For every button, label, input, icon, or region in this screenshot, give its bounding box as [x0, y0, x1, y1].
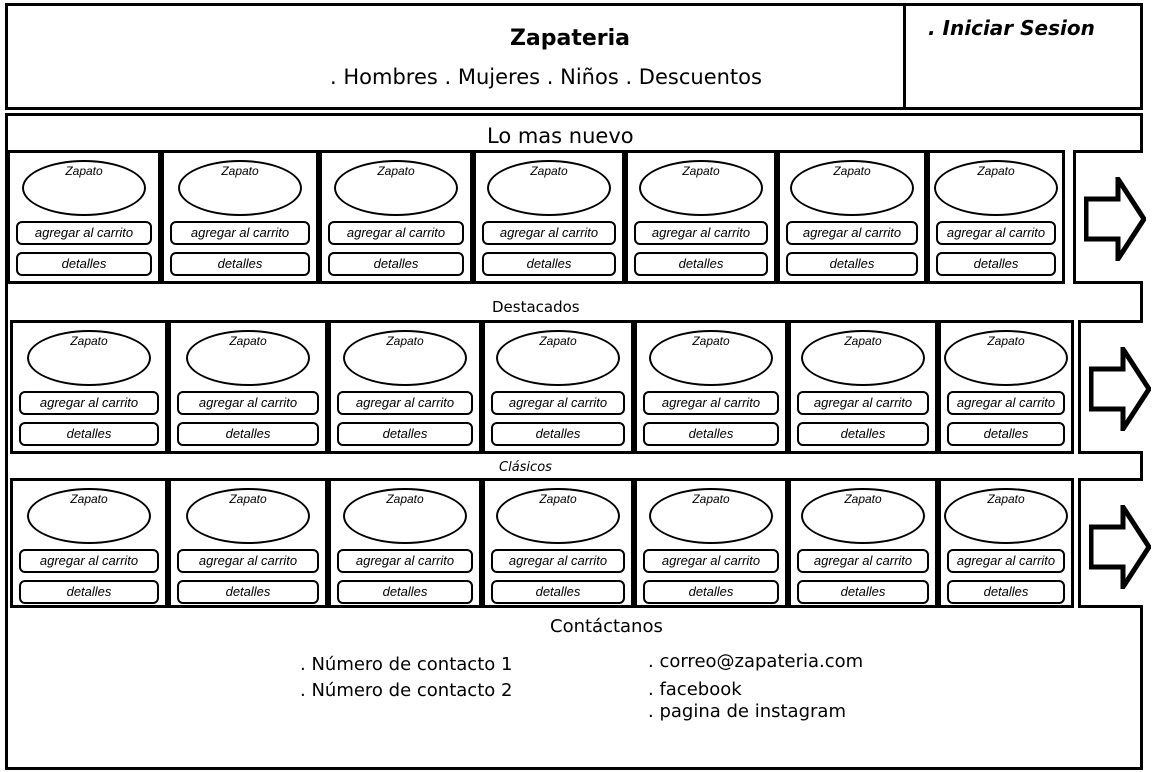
shoe-image-label: Zapato [692, 492, 730, 506]
brand-title: Zapateria [509, 26, 631, 51]
shoe-image-placeholder[interactable] [27, 330, 151, 386]
shoe-image-placeholder[interactable] [639, 160, 763, 216]
product-card [10, 320, 168, 454]
product-card [10, 478, 168, 608]
add-to-cart-button[interactable]: agregar al carrito [16, 221, 152, 245]
details-button[interactable]: detalles [786, 252, 918, 276]
details-button[interactable]: detalles [947, 422, 1065, 446]
product-card [625, 150, 777, 284]
add-to-cart-button[interactable]: agregar al carrito [328, 221, 464, 245]
product-card [328, 478, 482, 608]
shoe-image-label: Zapato [539, 492, 577, 506]
product-card [168, 320, 328, 454]
shoe-image-label: Zapato [844, 334, 882, 348]
shoe-image-label: Zapato [987, 334, 1025, 348]
shoe-image-label: Zapato [530, 164, 568, 178]
product-card [927, 150, 1065, 284]
shoe-image-label: Zapato [844, 492, 882, 506]
shoe-image-placeholder[interactable] [343, 330, 467, 386]
arrow-right-icon [1089, 505, 1151, 589]
add-to-cart-button[interactable]: agregar al carrito [177, 549, 319, 573]
shoe-image-placeholder[interactable] [487, 160, 611, 216]
details-button[interactable]: detalles [482, 252, 616, 276]
next-arrow-destacados[interactable] [1078, 320, 1143, 454]
shoe-image-label: Zapato [539, 334, 577, 348]
shoe-image-placeholder[interactable] [801, 488, 925, 544]
shoe-image-label: Zapato [692, 334, 730, 348]
details-button[interactable]: detalles [170, 252, 310, 276]
shoe-image-placeholder[interactable] [944, 488, 1068, 544]
arrow-right-icon [1084, 177, 1146, 261]
add-to-cart-button[interactable]: agregar al carrito [177, 391, 319, 415]
main-nav [330, 65, 762, 89]
details-button[interactable]: detalles [491, 580, 625, 604]
contact-instagram[interactable]: . pagina de instagram [648, 701, 846, 722]
shoe-image-label: Zapato [987, 492, 1025, 506]
shoe-image-placeholder[interactable] [801, 330, 925, 386]
contact-phone-1: . Número de contacto 1 [300, 654, 513, 675]
product-card [319, 150, 473, 284]
nav-hombres[interactable]: . Hombres [330, 65, 438, 89]
contact-phone-2: . Número de contacto 2 [300, 680, 513, 701]
nav-descuentos[interactable]: . Descuentos [625, 65, 762, 89]
shoe-image-label: Zapato [833, 164, 871, 178]
details-button[interactable]: detalles [19, 580, 159, 604]
shoe-image-label: Zapato [377, 164, 415, 178]
product-row-clasicos [10, 478, 1074, 608]
product-row-nuevo [7, 150, 1065, 284]
add-to-cart-button[interactable]: agregar al carrito [947, 391, 1065, 415]
add-to-cart-button[interactable]: agregar al carrito [947, 549, 1065, 573]
add-to-cart-button[interactable]: agregar al carrito [337, 549, 473, 573]
login-link[interactable]: . Iniciar Sesion [928, 16, 1095, 40]
shoe-image-placeholder[interactable] [178, 160, 302, 216]
product-row-destacados [10, 320, 1074, 454]
product-card [777, 150, 927, 284]
add-to-cart-button[interactable]: agregar al carrito [482, 221, 616, 245]
shoe-image-label: Zapato [386, 334, 424, 348]
details-button[interactable]: detalles [328, 252, 464, 276]
details-button[interactable]: detalles [643, 422, 779, 446]
shoe-image-placeholder[interactable] [649, 488, 773, 544]
shoe-image-label: Zapato [65, 164, 103, 178]
product-card [473, 150, 625, 284]
details-button[interactable]: detalles [947, 580, 1065, 604]
details-button[interactable]: detalles [936, 252, 1056, 276]
add-to-cart-button[interactable]: agregar al carrito [797, 549, 929, 573]
details-button[interactable]: detalles [177, 422, 319, 446]
details-button[interactable]: detalles [19, 422, 159, 446]
shoe-image-label: Zapato [70, 334, 108, 348]
product-card [7, 150, 161, 284]
shoe-image-placeholder[interactable] [944, 330, 1068, 386]
shoe-image-placeholder[interactable] [496, 488, 620, 544]
shoe-image-label: Zapato [70, 492, 108, 506]
add-to-cart-button[interactable]: agregar al carrito [337, 391, 473, 415]
product-card [938, 320, 1074, 454]
shoe-image-label: Zapato [386, 492, 424, 506]
details-button[interactable]: detalles [491, 422, 625, 446]
shoe-image-placeholder[interactable] [334, 160, 458, 216]
add-to-cart-button[interactable]: agregar al carrito [936, 221, 1056, 245]
details-button[interactable]: detalles [643, 580, 779, 604]
product-card [482, 320, 634, 454]
section-title-nuevo: Lo mas nuevo [487, 124, 634, 148]
shoe-image-label: Zapato [682, 164, 720, 178]
details-button[interactable]: detalles [337, 422, 473, 446]
product-card [788, 478, 938, 608]
add-to-cart-button[interactable]: agregar al carrito [491, 549, 625, 573]
footer-title: Contáctanos [550, 616, 663, 637]
contact-email[interactable]: . correo@zapateria.com [648, 651, 864, 672]
shoe-image-placeholder[interactable] [496, 330, 620, 386]
shoe-image-placeholder[interactable] [790, 160, 914, 216]
add-to-cart-button[interactable]: agregar al carrito [634, 221, 768, 245]
product-card [161, 150, 319, 284]
product-card [788, 320, 938, 454]
product-card [482, 478, 634, 608]
shoe-image-placeholder[interactable] [27, 488, 151, 544]
add-to-cart-button[interactable]: agregar al carrito [170, 221, 310, 245]
details-button[interactable]: detalles [337, 580, 473, 604]
product-card [938, 478, 1074, 608]
add-to-cart-button[interactable]: agregar al carrito [19, 391, 159, 415]
add-to-cart-button[interactable]: agregar al carrito [491, 391, 625, 415]
add-to-cart-button[interactable]: agregar al carrito [786, 221, 918, 245]
nav-mujeres[interactable]: . Mujeres [444, 65, 541, 89]
details-button[interactable]: detalles [16, 252, 152, 276]
add-to-cart-button[interactable]: agregar al carrito [797, 391, 929, 415]
next-arrow-nuevo[interactable] [1073, 150, 1143, 284]
section-title-destacados: Destacados [492, 298, 580, 316]
product-card [634, 478, 788, 608]
shoe-image-placeholder[interactable] [22, 160, 146, 216]
details-button[interactable]: detalles [797, 422, 929, 446]
next-arrow-clasicos[interactable] [1078, 478, 1143, 608]
shoe-image-label: Zapato [229, 492, 267, 506]
arrow-right-icon [1089, 347, 1151, 431]
product-card [328, 320, 482, 454]
shoe-image-label: Zapato [977, 164, 1015, 178]
shoe-image-placeholder[interactable] [343, 488, 467, 544]
shoe-image-label: Zapato [229, 334, 267, 348]
product-card [634, 320, 788, 454]
details-button[interactable]: detalles [634, 252, 768, 276]
shoe-image-placeholder[interactable] [934, 160, 1058, 216]
add-to-cart-button[interactable]: agregar al carrito [643, 549, 779, 573]
contact-facebook[interactable]: . facebook [648, 679, 742, 700]
shoe-image-placeholder[interactable] [186, 488, 310, 544]
add-to-cart-button[interactable]: agregar al carrito [19, 549, 159, 573]
shoe-image-placeholder[interactable] [186, 330, 310, 386]
details-button[interactable]: detalles [797, 580, 929, 604]
details-button[interactable]: detalles [177, 580, 319, 604]
add-to-cart-button[interactable]: agregar al carrito [643, 391, 779, 415]
product-card [168, 478, 328, 608]
shoe-image-label: Zapato [221, 164, 259, 178]
nav-ninos[interactable]: . Niños [546, 65, 619, 89]
section-title-clasicos: Clásicos [499, 460, 552, 475]
shoe-image-placeholder[interactable] [649, 330, 773, 386]
